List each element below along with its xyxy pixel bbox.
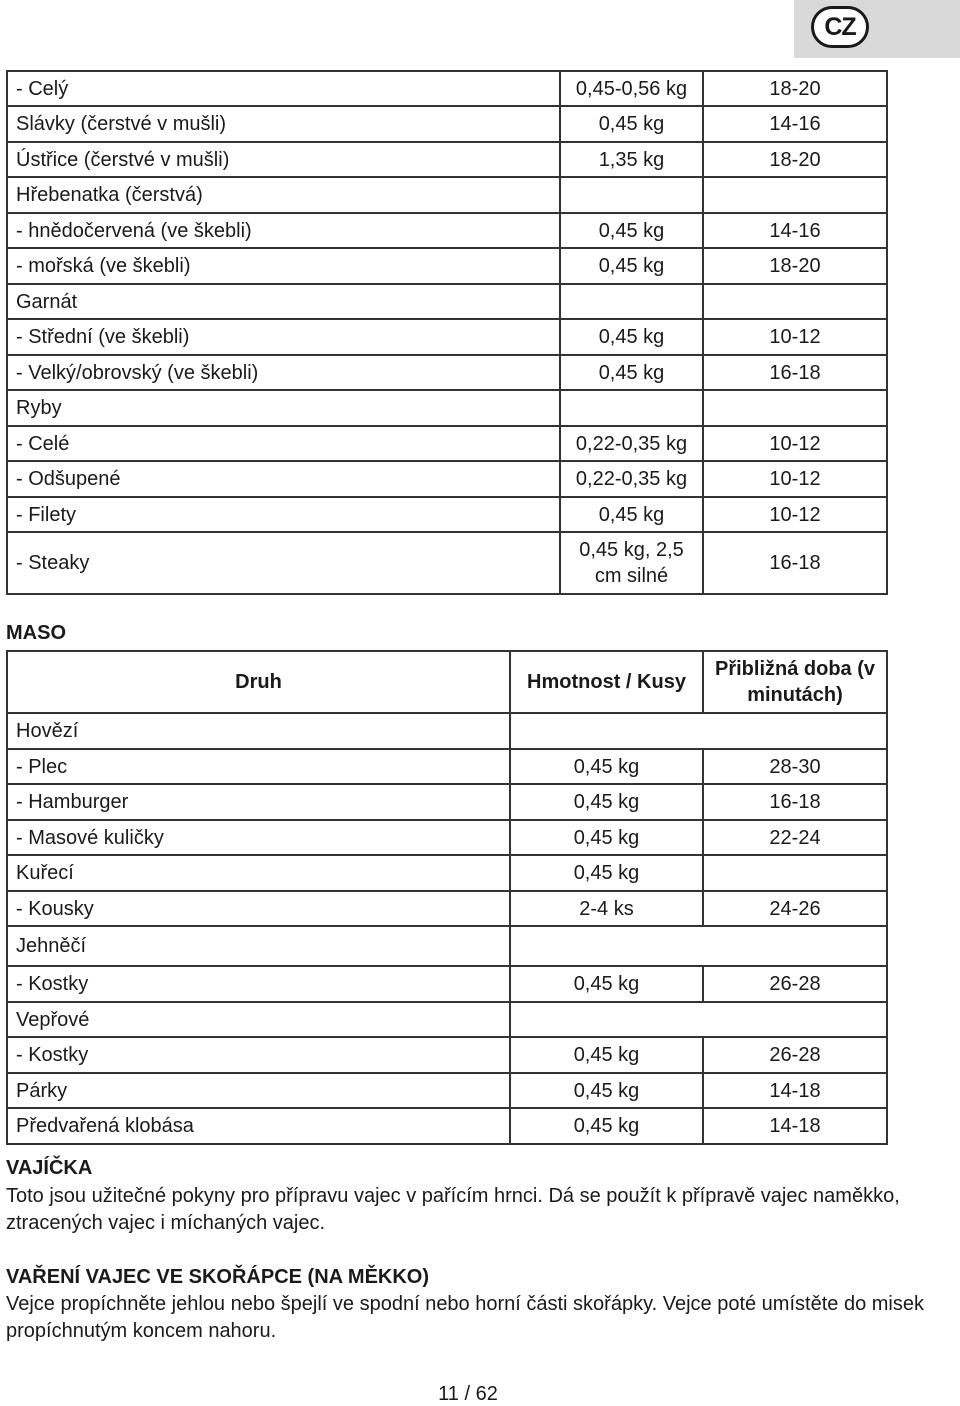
cell-time: 26-28 [703, 966, 887, 1002]
table-row [7, 142, 887, 177]
cell-time: 26-28 [703, 1037, 887, 1073]
cell-weight: 0,45 kg [560, 213, 703, 248]
cell-weight: 0,45-0,56 kg [560, 71, 703, 106]
cell-time: 16-18 [703, 532, 887, 594]
cell-weight [560, 284, 703, 319]
table-row [7, 284, 887, 319]
cell-time [703, 284, 887, 319]
table-row [7, 1108, 887, 1144]
cell-time: 10-12 [703, 461, 887, 497]
cell-name: Kuřecí [7, 855, 510, 891]
cell-weight: 0,45 kg [560, 497, 703, 532]
cell-time: 18-20 [703, 71, 887, 106]
cell-weight: 0,45 kg [510, 855, 703, 891]
cell-name: - Velký/obrovský (ve škebli) [7, 355, 560, 390]
cell-weight: 1,35 kg [560, 142, 703, 177]
cell-name: Párky [7, 1073, 510, 1108]
cell-name: Vepřové [7, 1002, 510, 1037]
cell-weight [560, 177, 703, 213]
cell-name: Slávky (čerstvé v mušli) [7, 106, 560, 142]
table-row [7, 390, 887, 426]
table-row [7, 248, 887, 284]
table-row [7, 966, 887, 1002]
eggs-paragraph: Toto jsou užitečné pokyny pro přípravu vajec v pařícím hrnci. Dá se použít k přípravě vajec naměkko, ztracených vajec i míchaných vajec. [6, 1185, 900, 1234]
header-type: Druh [7, 651, 510, 713]
cell-name: - Plec [7, 749, 510, 784]
table-row [7, 1002, 887, 1037]
cell-time: 28-30 [703, 749, 887, 784]
cell-name: Hřebenatka (čerstvá) [7, 177, 560, 213]
cell-name: - Hamburger [7, 784, 510, 820]
cell-weight: 0,45 kg [510, 966, 703, 1002]
header-time: Přibližná doba (v minutách) [703, 651, 887, 713]
seafood-table [6, 70, 888, 595]
cell-weight [510, 1002, 887, 1037]
cell-name: Hovězí [7, 713, 510, 749]
meat-section-title: MASO [6, 622, 66, 644]
cell-name: Ústřice (čerstvé v mušli) [7, 142, 560, 177]
cell-name: - hnědočervená (ve škebli) [7, 213, 560, 248]
table-row [7, 497, 887, 532]
table-row [7, 355, 887, 390]
cell-weight: 0,45 kg [510, 820, 703, 855]
eggs-section-title: VAJÍČKA [6, 1157, 93, 1179]
cell-name: - Odšupené [7, 461, 560, 497]
table-row [7, 855, 887, 891]
cell-time [703, 177, 887, 213]
table-row [7, 1037, 887, 1073]
language-badge: CZ [811, 6, 869, 48]
table-row [7, 426, 887, 461]
cell-time: 24-26 [703, 891, 887, 926]
cell-weight: 0,45 kg [560, 106, 703, 142]
table-row [7, 891, 887, 926]
cell-weight: 0,45 kg [510, 784, 703, 820]
cell-weight [510, 926, 887, 966]
table-row [7, 926, 887, 966]
cell-weight [510, 713, 887, 749]
cell-time: 14-16 [703, 213, 887, 248]
cell-weight: 0,45 kg [510, 1108, 703, 1144]
cell-name: - Střední (ve škebli) [7, 319, 560, 355]
cell-name: - Filety [7, 497, 560, 532]
cell-name: - Kostky [7, 966, 510, 1002]
meat-table-body [7, 713, 887, 1144]
table-row [7, 461, 887, 497]
cell-time: 18-20 [703, 248, 887, 284]
cell-name: - Kousky [7, 891, 510, 926]
cell-weight: 0,45 kg [510, 1037, 703, 1073]
cell-time: 10-12 [703, 497, 887, 532]
cell-time: 18-20 [703, 142, 887, 177]
table-row [7, 1073, 887, 1108]
page-number: 11 / 62 [438, 1383, 498, 1405]
cell-time: 16-18 [703, 784, 887, 820]
cell-time: 14-18 [703, 1073, 887, 1108]
table-row [7, 319, 887, 355]
cell-name: - Steaky [7, 532, 560, 594]
cell-name: - Celý [7, 71, 560, 106]
table-row [7, 532, 887, 594]
soft-boiled-paragraph: Vejce propíchněte jehlou nebo špejlí ve spodní nebo horní části skořápky. Vejce poté umístěte do misek propíchnutým koncem nahoru. [6, 1293, 924, 1342]
cell-name: - Kostky [7, 1037, 510, 1073]
cell-time [703, 390, 887, 426]
cell-weight: 2-4 ks [510, 891, 703, 926]
cell-time [703, 855, 887, 891]
table-row [7, 749, 887, 784]
table-row [7, 784, 887, 820]
meat-table-header [7, 651, 887, 713]
cell-weight: 0,45 kg [510, 749, 703, 784]
cell-weight: 0,45 kg [560, 355, 703, 390]
table-row [7, 713, 887, 749]
cell-name: Předvařená klobása [7, 1108, 510, 1144]
cell-weight: 0,45 kg, 2,5 cm silné [560, 532, 703, 594]
cell-time: 10-12 [703, 426, 887, 461]
cell-time: 22-24 [703, 820, 887, 855]
cell-name: - Masové kuličky [7, 820, 510, 855]
cell-name: - mořská (ve škebli) [7, 248, 560, 284]
cell-time: 14-18 [703, 1108, 887, 1144]
cell-time: 14-16 [703, 106, 887, 142]
cell-time: 16-18 [703, 355, 887, 390]
soft-boiled-section-title: VAŘENÍ VAJEC VE SKOŘÁPCE (NA MĚKKO) [6, 1266, 430, 1288]
cell-weight: 0,45 kg [560, 248, 703, 284]
cell-name: Garnát [7, 284, 560, 319]
header-weight: Hmotnost / Kusy [510, 651, 703, 713]
cell-name: - Celé [7, 426, 560, 461]
cell-weight: 0,45 kg [510, 1073, 703, 1108]
cell-weight [560, 390, 703, 426]
cell-weight: 0,22-0,35 kg [560, 426, 703, 461]
seafood-table-body [7, 71, 887, 594]
table-row [7, 106, 887, 142]
table-row [7, 71, 887, 106]
cell-name: Jehněčí [7, 926, 510, 966]
table-row [7, 820, 887, 855]
cell-time: 10-12 [703, 319, 887, 355]
cell-name: Ryby [7, 390, 560, 426]
table-row [7, 177, 887, 213]
meat-table [6, 650, 888, 1145]
cell-weight: 0,45 kg [560, 319, 703, 355]
cell-weight: 0,22-0,35 kg [560, 461, 703, 497]
table-row [7, 213, 887, 248]
